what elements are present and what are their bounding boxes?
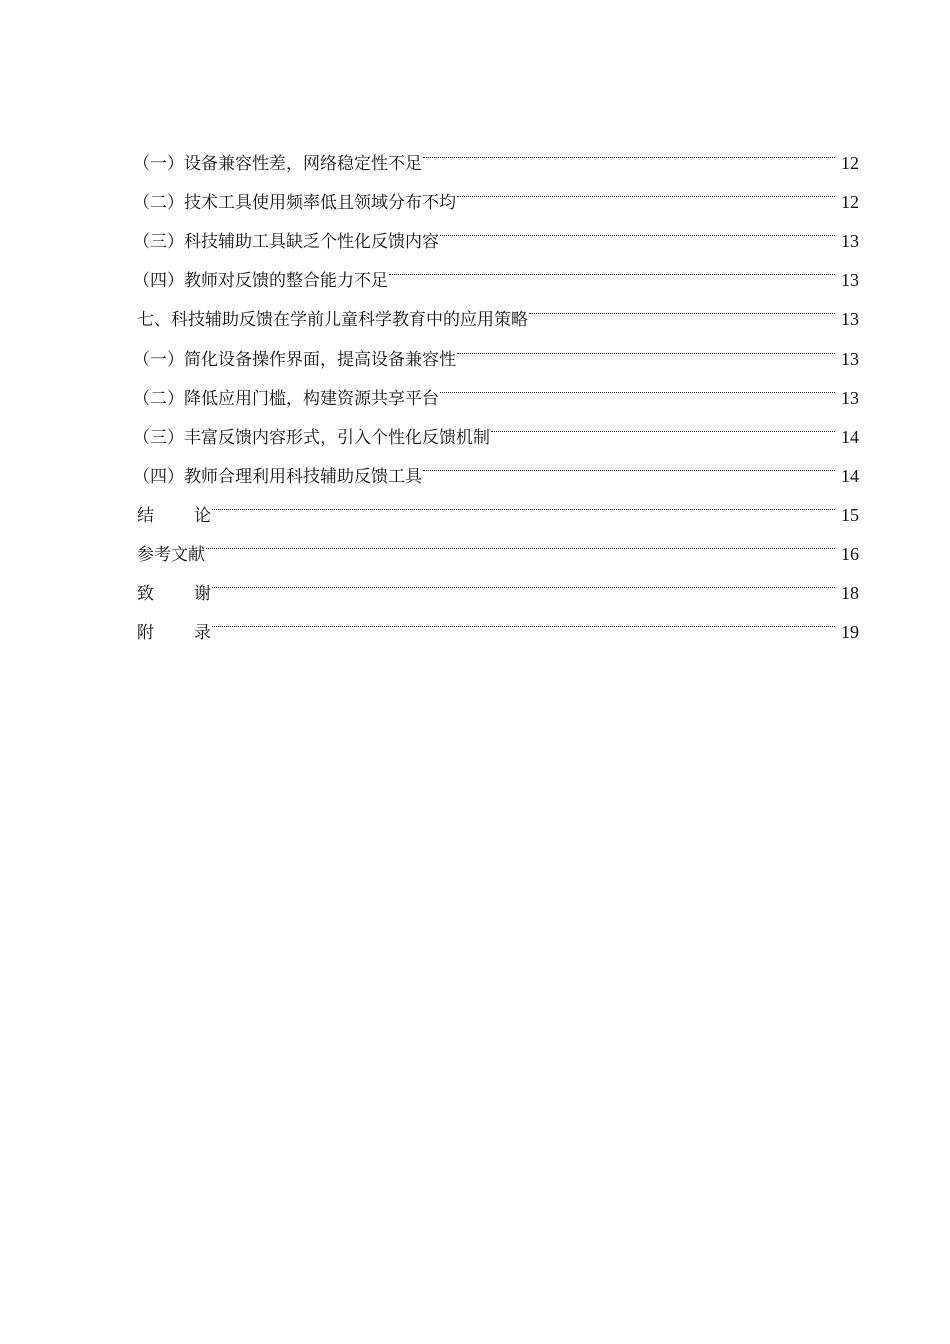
toc-entry-page: 18 (841, 583, 859, 604)
toc-dot-leader (457, 169, 835, 208)
toc-entry-page: 14 (841, 426, 859, 447)
toc-dot-leader (212, 599, 835, 638)
toc-entry-page: 13 (841, 348, 859, 369)
toc-entry-label (137, 614, 211, 653)
toc-dot-leader (423, 443, 835, 482)
toc-entry-label: （一）设备兼容性差，网络稳定性不足 (133, 154, 422, 175)
toc-dot-leader (212, 482, 835, 521)
toc-entry-conclusion[interactable] (137, 482, 859, 526)
toc-entry-label-part: 结 (137, 505, 154, 526)
toc-dot-leader (491, 404, 835, 443)
toc-dot-leader (212, 560, 835, 599)
toc-dot-leader (423, 130, 835, 169)
toc-dot-leader (457, 325, 835, 364)
toc-entry-label-part: 谢 (194, 584, 211, 605)
toc-dot-leader (440, 208, 835, 247)
toc-entry-label: （二）降低应用门槛，构建资源共享平台 (133, 388, 439, 409)
toc-entry-appendix[interactable] (137, 599, 859, 644)
toc-entry-page: 13 (841, 309, 859, 330)
toc-entry-page: 15 (841, 504, 859, 525)
toc-entry-page: 16 (841, 544, 859, 565)
toc-dot-leader (206, 521, 835, 560)
table-of-contents (133, 130, 859, 644)
toc-entry-label-part: 论 (194, 505, 211, 526)
toc-entry-page: 14 (841, 465, 859, 486)
toc-entry-label: （三）科技辅助工具缺乏个性化反馈内容 (133, 232, 439, 253)
toc-dot-leader (440, 365, 835, 404)
toc-dot-leader (389, 247, 835, 286)
toc-dot-leader (529, 286, 835, 325)
toc-entry-label-part: 致 (137, 584, 154, 605)
toc-entry-page: 13 (841, 270, 859, 291)
toc-entry-page: 12 (841, 192, 859, 213)
toc-entry-label: （一）简化设备操作界面，提高设备兼容性 (133, 349, 456, 370)
toc-entry-page: 13 (841, 231, 859, 252)
toc-entry-label-part: 录 (194, 623, 211, 644)
toc-entry-label: 七、科技辅助反馈在学前儿童科学教育中的应用策略 (137, 310, 528, 331)
toc-entry-label-part: 附 (137, 623, 154, 644)
toc-entry-page: 19 (841, 622, 859, 643)
toc-entry-label: （四）教师对反馈的整合能力不足 (133, 271, 388, 292)
toc-entry-page: 13 (841, 387, 859, 408)
toc-entry-label: （三）丰富反馈内容形式，引入个性化反馈机制 (133, 427, 490, 448)
toc-entry-label (137, 497, 211, 536)
toc-entry-references[interactable] (137, 521, 859, 566)
toc-entry-label: 参考文献 (137, 545, 205, 566)
toc-entry-label (137, 575, 211, 614)
toc-entry-page: 12 (841, 153, 859, 174)
toc-entry-label: （四）教师合理利用科技辅助反馈工具 (133, 466, 422, 487)
toc-entry-label: （二）技术工具使用频率低且领域分布不均 (133, 193, 456, 214)
toc-entry-acknowledgements[interactable] (137, 560, 859, 605)
toc-entry[interactable] (133, 130, 859, 175)
